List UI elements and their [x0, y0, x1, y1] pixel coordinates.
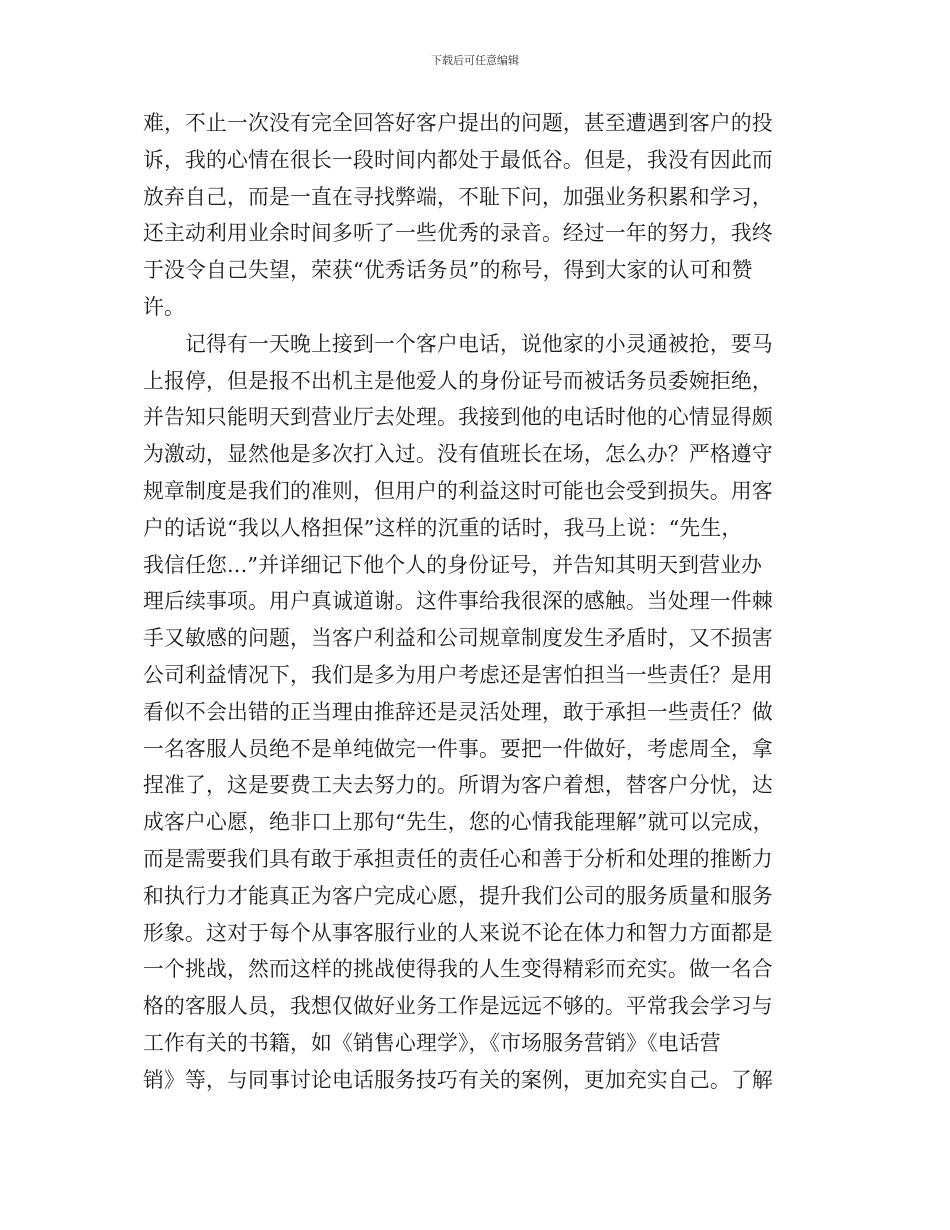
text-line: 难，不止一次没有完全回答好客户提出的问题，甚至遭遇到客户的投: [143, 111, 773, 135]
text-line: 销》等，与同事讨论电话服务技巧有关的案例，更加充实自己。了解: [143, 1067, 773, 1092]
body-text: [143, 105, 798, 1099]
text-line: 而是需要我们具有敢于承担责任的责任心和善于分析和处理的推断力: [143, 846, 773, 871]
text-line: 成客户心愿，绝非口上那句“先生，您的心情我能理解”就可以完成，: [143, 810, 774, 835]
text-line: 形象。这对于每个从事客服行业的人来说不论在体力和智力方面都是: [143, 920, 773, 945]
text-line: 还主动利用业余时间多听了一些优秀的录音。经过一年的努力，我终: [143, 221, 773, 246]
text-line: 记得有一天晚上接到一个客户电话，说他家的小灵通被抢，要马: [143, 331, 773, 356]
text-line: 许。: [143, 294, 185, 319]
text-line: 手又敏感的问题，当客户利益和公司规章制度发生矛盾时，又不损害: [143, 626, 773, 651]
text-line: 格的客服人员，我想仅做好业务工作是远远不够的。平常我会学习与: [143, 994, 773, 1019]
text-line: 为激动，显然他是多次打入过。没有值班长在场，怎么办？严格遵守: [143, 442, 773, 467]
text-line: 捏准了，这是要费工夫去努力的。所谓为客户着想，替客户分忧，达: [143, 773, 773, 798]
text-line: 上报停，但是报不出机主是他爱人的身份证号而被话务员委婉拒绝，: [143, 368, 773, 393]
text-line: 看似不会出错的正当理由推辞还是灵活处理，敢于承担一些责任？做: [143, 699, 773, 724]
text-line: 一名客服人员绝不是单纯做完一件事。要把一件做好，考虑周全，拿: [143, 736, 773, 761]
text-line: 放弃自己，而是一直在寻找弊端，不耻下问，加强业务积累和学习，: [143, 184, 773, 209]
text-line: 诉，我的心情在很长一段时间内都处于最低谷。但是，我没有因此而: [143, 147, 773, 172]
text-line: 一个挑战，然而这样的挑战使得我的人生变得精彩而充实。做一名合: [143, 957, 773, 982]
text-line: 理后续事项。用户真诚道谢。这件事给我很深的感触。当处理一件棘: [143, 589, 773, 614]
page-header: 下载后可任意编辑: [431, 54, 519, 67]
text-line: 户的话说“我以人格担保”这样的沉重的话时，我马上说：“先生，: [143, 515, 743, 540]
text-line: 公司利益情况下，我们是多为用户考虑还是害怕担当一些责任？是用: [143, 662, 773, 687]
text-line: 我信任您...”并详细记下他个人的身份证号，并告知其明天到营业办: [143, 552, 763, 577]
text-line: 于没令自己失望，荣获“优秀话务员”的称号，得到大家的认可和赞: [143, 258, 753, 283]
text-line: 和执行力才能真正为客户完成心愿，提升我们公司的服务质量和服务: [143, 883, 773, 908]
text-line: 并告知只能明天到营业厅去处理。我接到他的电话时他的心情显得颇: [143, 405, 773, 430]
text-line: 工作有关的书籍，如《销售心理学》，《市场服务营销》《电话营: [143, 1030, 721, 1055]
text-line: 规章制度是我们的准则，但用户的利益这时可能也会受到损失。用客: [143, 478, 773, 503]
